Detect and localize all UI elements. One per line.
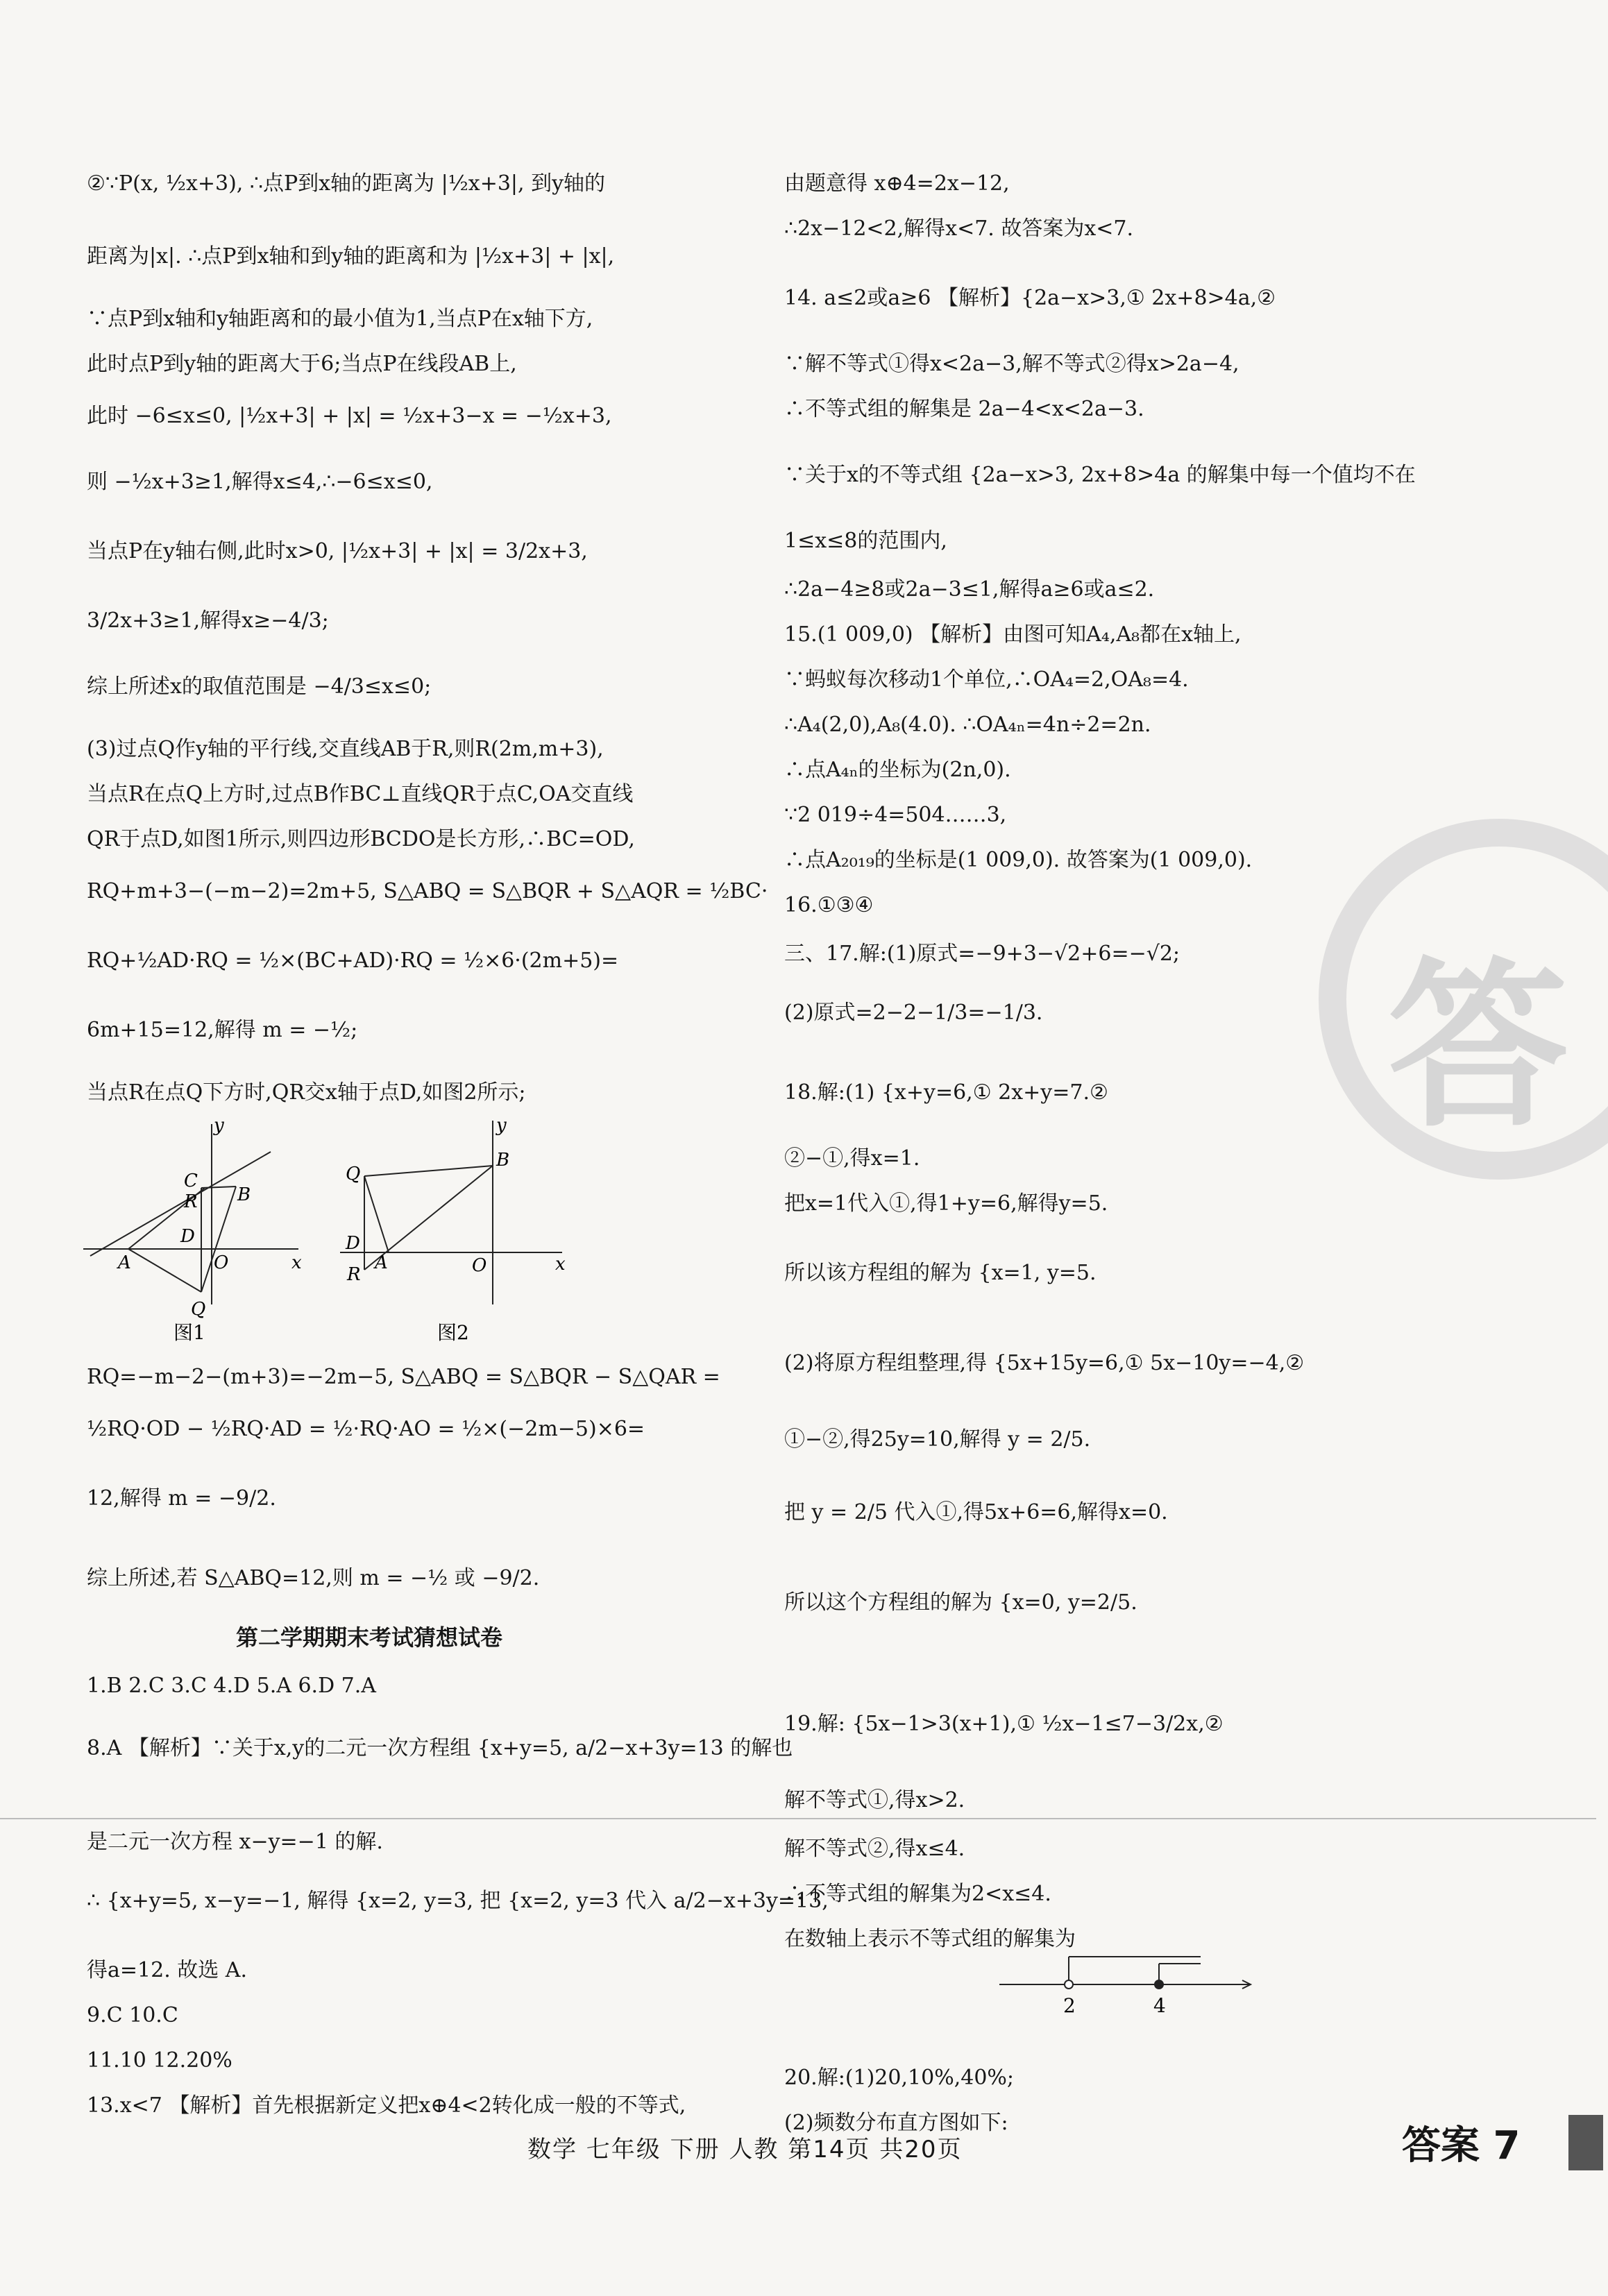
fold-line <box>0 1818 1596 1819</box>
watermark-glyph: 答 <box>1388 942 1568 1152</box>
figure-1 <box>83 1124 298 1304</box>
number-line <box>992 1943 1270 2026</box>
right-text-line: ∴不等式组的解集是 2a−4<x<2a−3. <box>784 397 1144 421</box>
right-text-line: 15.(1 009,0) 【解析】由图可知A₄,A₈都在x轴上, <box>784 622 1242 647</box>
right-text-line: ∴2a−4≥8或2a−3≤1,解得a≥6或a≤2. <box>784 577 1155 602</box>
right-text-line: ∵2 019÷4=504……3, <box>784 803 1007 827</box>
right-text-line: 把 y = 2/5 代入①,得5x+6=6,解得x=0. <box>784 1500 1168 1524</box>
right-text-line: 由题意得 x⊕4=2x−12, <box>784 171 1010 196</box>
right-text-line: (2)频数分布直方图如下: <box>784 2111 1008 2135</box>
right-text-line: 18.解:(1) {x+y=6,① 2x+y=7.② <box>784 1080 1108 1105</box>
fig2-A-label: A <box>375 1252 388 1273</box>
left-text-line: 8.A 【解析】∵关于x,y的二元一次方程组 {x+y=5, a/2−x+3y=13 的解也 <box>87 1736 793 1760</box>
left-text-line: 1.B 2.C 3.C 4.D 5.A 6.D 7.A <box>87 1674 376 1698</box>
left-text-line: 综上所述x的取值范围是 −4/3≤x≤0; <box>87 674 432 699</box>
fig1-A-label: A <box>118 1252 131 1273</box>
number-line-tick-4: 4 <box>1153 1994 1166 2017</box>
left-text-line: ②∵P(x, ½x+3), ∴点P到x轴的距离为 |½x+3|, 到y轴的 <box>87 171 606 196</box>
left-text-line: 3/2x+3≥1,解得x≥−4/3; <box>87 609 329 633</box>
left-text-line: 当点R在点Q下方时,QR交x轴于点D,如图2所示; <box>87 1080 526 1105</box>
right-text-line: ∵关于x的不等式组 {2a−x>3, 2x+8>4a 的解集中每一个值均不在 <box>784 463 1416 487</box>
right-text-line: 19.解: {5x−1>3(x+1),① ½x−1≤7−3/2x,② <box>784 1712 1224 1736</box>
fig2-D-label: D <box>346 1233 360 1254</box>
left-text-line: 13.x<7 【解析】首先根据新定义把x⊕4<2转化成一般的不等式, <box>87 2093 686 2118</box>
right-text-line: 解不等式①,得x>2. <box>784 1788 965 1812</box>
fig1-D-label: D <box>180 1226 195 1247</box>
badge-bar <box>1568 2115 1603 2170</box>
left-text-line: RQ+m+3−(−m−2)=2m+5, S△ABQ = S△BQR + S△AQR = ½BC· <box>87 879 768 903</box>
fig1-B-label: B <box>237 1184 251 1205</box>
left-text-line: 11.10 12.20% <box>87 2048 232 2073</box>
fig2-y-label: y <box>496 1115 507 1136</box>
left-text-line: 当点P在y轴右侧,此时x>0, |½x+3| + |x| = 3/2x+3, <box>87 539 588 563</box>
right-text-line: 三、17.解:(1)原式=−9+3−√2+6=−√2; <box>784 942 1180 966</box>
fig2-Q-label: Q <box>346 1164 361 1184</box>
right-text-line: 1≤x≤8的范围内, <box>784 529 947 553</box>
left-text-line: 当点R在点Q上方时,过点B作BC⊥直线QR于点C,OA交直线 <box>87 782 634 806</box>
left-text-line: 得a=12. 故选 A. <box>87 1958 248 1982</box>
left-text-line: 距离为|x|. ∴点P到x轴和到y轴的距离和为 |½x+3| + |x|, <box>87 244 615 269</box>
left-text-line: 是二元一次方程 x−y=−1 的解. <box>87 1830 383 1854</box>
fig2-R-label: R <box>347 1264 361 1285</box>
section-heading: 第二学期期末考试猜想试卷 <box>236 1624 503 1651</box>
fig2-B-label: B <box>496 1150 510 1171</box>
fig1-caption: 图1 <box>174 1321 205 1344</box>
page-footer: 数学 七年级 下册 人教 第14页 共20页 <box>527 2136 963 2163</box>
fig1-R-label: R <box>184 1191 198 1212</box>
fig2-O-label: O <box>472 1255 487 1276</box>
fig1-O-label: O <box>214 1252 229 1273</box>
fig1-C-label: C <box>184 1171 198 1191</box>
left-text-line: ∵点P到x轴和y轴距离和的最小值为1,当点P在x轴下方, <box>87 307 593 331</box>
left-text-line: 综上所述,若 S△ABQ=12,则 m = −½ 或 −9/2. <box>87 1566 540 1590</box>
left-text-line: RQ+½AD·RQ = ½×(BC+AD)·RQ = ½×6·(2m+5)= <box>87 949 619 973</box>
right-text-line: ∵解不等式①得x<2a−3,解不等式②得x>2a−4, <box>784 352 1239 376</box>
right-text-line: 把x=1代入①,得1+y=6,解得y=5. <box>784 1191 1108 1216</box>
geometry-figures <box>76 1110 604 1346</box>
right-text-line: 解不等式②,得x≤4. <box>784 1837 965 1861</box>
right-text-line: 20.解:(1)20,10%,40%; <box>784 2066 1015 2090</box>
answer-badge: 答案 7 <box>1402 2123 1521 2168</box>
fig1-y-label: y <box>214 1115 224 1136</box>
right-text-line: ∴2x−12<2,解得x<7. 故答案为x<7. <box>784 216 1134 241</box>
right-text-line: (2)原式=2−2−1/3=−1/3. <box>784 1001 1043 1025</box>
right-text-line: ∴不等式组的解集为2<x≤4. <box>784 1882 1051 1906</box>
number-line-tick-2: 2 <box>1063 1994 1076 2017</box>
left-text-line: QR于点D,如图1所示,则四边形BCDO是长方形,∴BC=OD, <box>87 827 635 851</box>
left-text-line: RQ=−m−2−(m+3)=−2m−5, S△ABQ = S△BQR − S△QAR = <box>87 1365 720 1389</box>
left-text-line: ½RQ·OD − ½RQ·AD = ½·RQ·AO = ½×(−2m−5)×6= <box>87 1417 645 1441</box>
left-text-line: 9.C 10.C <box>87 2003 178 2027</box>
right-text-line: ∴点A₄ₙ的坐标为(2n,0). <box>784 758 1011 782</box>
left-text-line: (3)过点Q作y轴的平行线,交直线AB于R,则R(2m,m+3), <box>87 737 604 761</box>
left-text-line: ∴ {x+y=5, x−y=−1, 解得 {x=2, y=3, 把 {x=2, y=3 代入 a/2−x+3y=13, <box>87 1889 829 1913</box>
figure-2 <box>340 1121 562 1304</box>
right-text-line: ②−①,得x=1. <box>784 1146 920 1171</box>
right-text-line: ①−②,得25y=10,解得 y = 2/5. <box>784 1427 1091 1452</box>
right-text-line: ∴A₄(2,0),A₈(4.0). ∴OA₄ₙ=4n÷2=2n. <box>784 713 1151 737</box>
right-text-line: ∴点A₂₀₁₉的坐标是(1 009,0). 故答案为(1 009,0). <box>784 848 1253 872</box>
fig1-Q-label: Q <box>191 1299 206 1320</box>
left-text-line: 则 −½x+3≥1,解得x≤4,∴−6≤x≤0, <box>87 470 433 494</box>
fig1-x-label: x <box>291 1252 302 1273</box>
right-text-line: (2)将原方程组整理,得 {5x+15y=6,① 5x−10y=−4,② <box>784 1351 1305 1375</box>
left-text-line: 6m+15=12,解得 m = −½; <box>87 1018 358 1042</box>
left-text-line: 12,解得 m = −9/2. <box>87 1486 276 1511</box>
right-text-line: 在数轴上表示不等式组的解集为 <box>784 1927 1076 1951</box>
right-text-line: 所以该方程组的解为 {x=1, y=5. <box>784 1261 1097 1285</box>
left-text-line: 此时 −6≤x≤0, |½x+3| + |x| = ½x+3−x = −½x+3, <box>87 404 612 428</box>
fig2-x-label: x <box>555 1254 566 1275</box>
right-text-line: ∵蚂蚁每次移动1个单位,∴OA₄=2,OA₈=4. <box>784 667 1189 692</box>
right-text-line: 所以这个方程组的解为 {x=0, y=2/5. <box>784 1590 1137 1615</box>
right-text-line: 14. a≤2或a≥6 【解析】{2a−x>3,① 2x+8>4a,② <box>784 286 1276 310</box>
fig2-caption: 图2 <box>437 1321 469 1344</box>
left-text-line: 此时点P到y轴的距离大于6;当点P在线段AB上, <box>87 352 517 376</box>
right-text-line: 16.①③④ <box>784 893 874 917</box>
